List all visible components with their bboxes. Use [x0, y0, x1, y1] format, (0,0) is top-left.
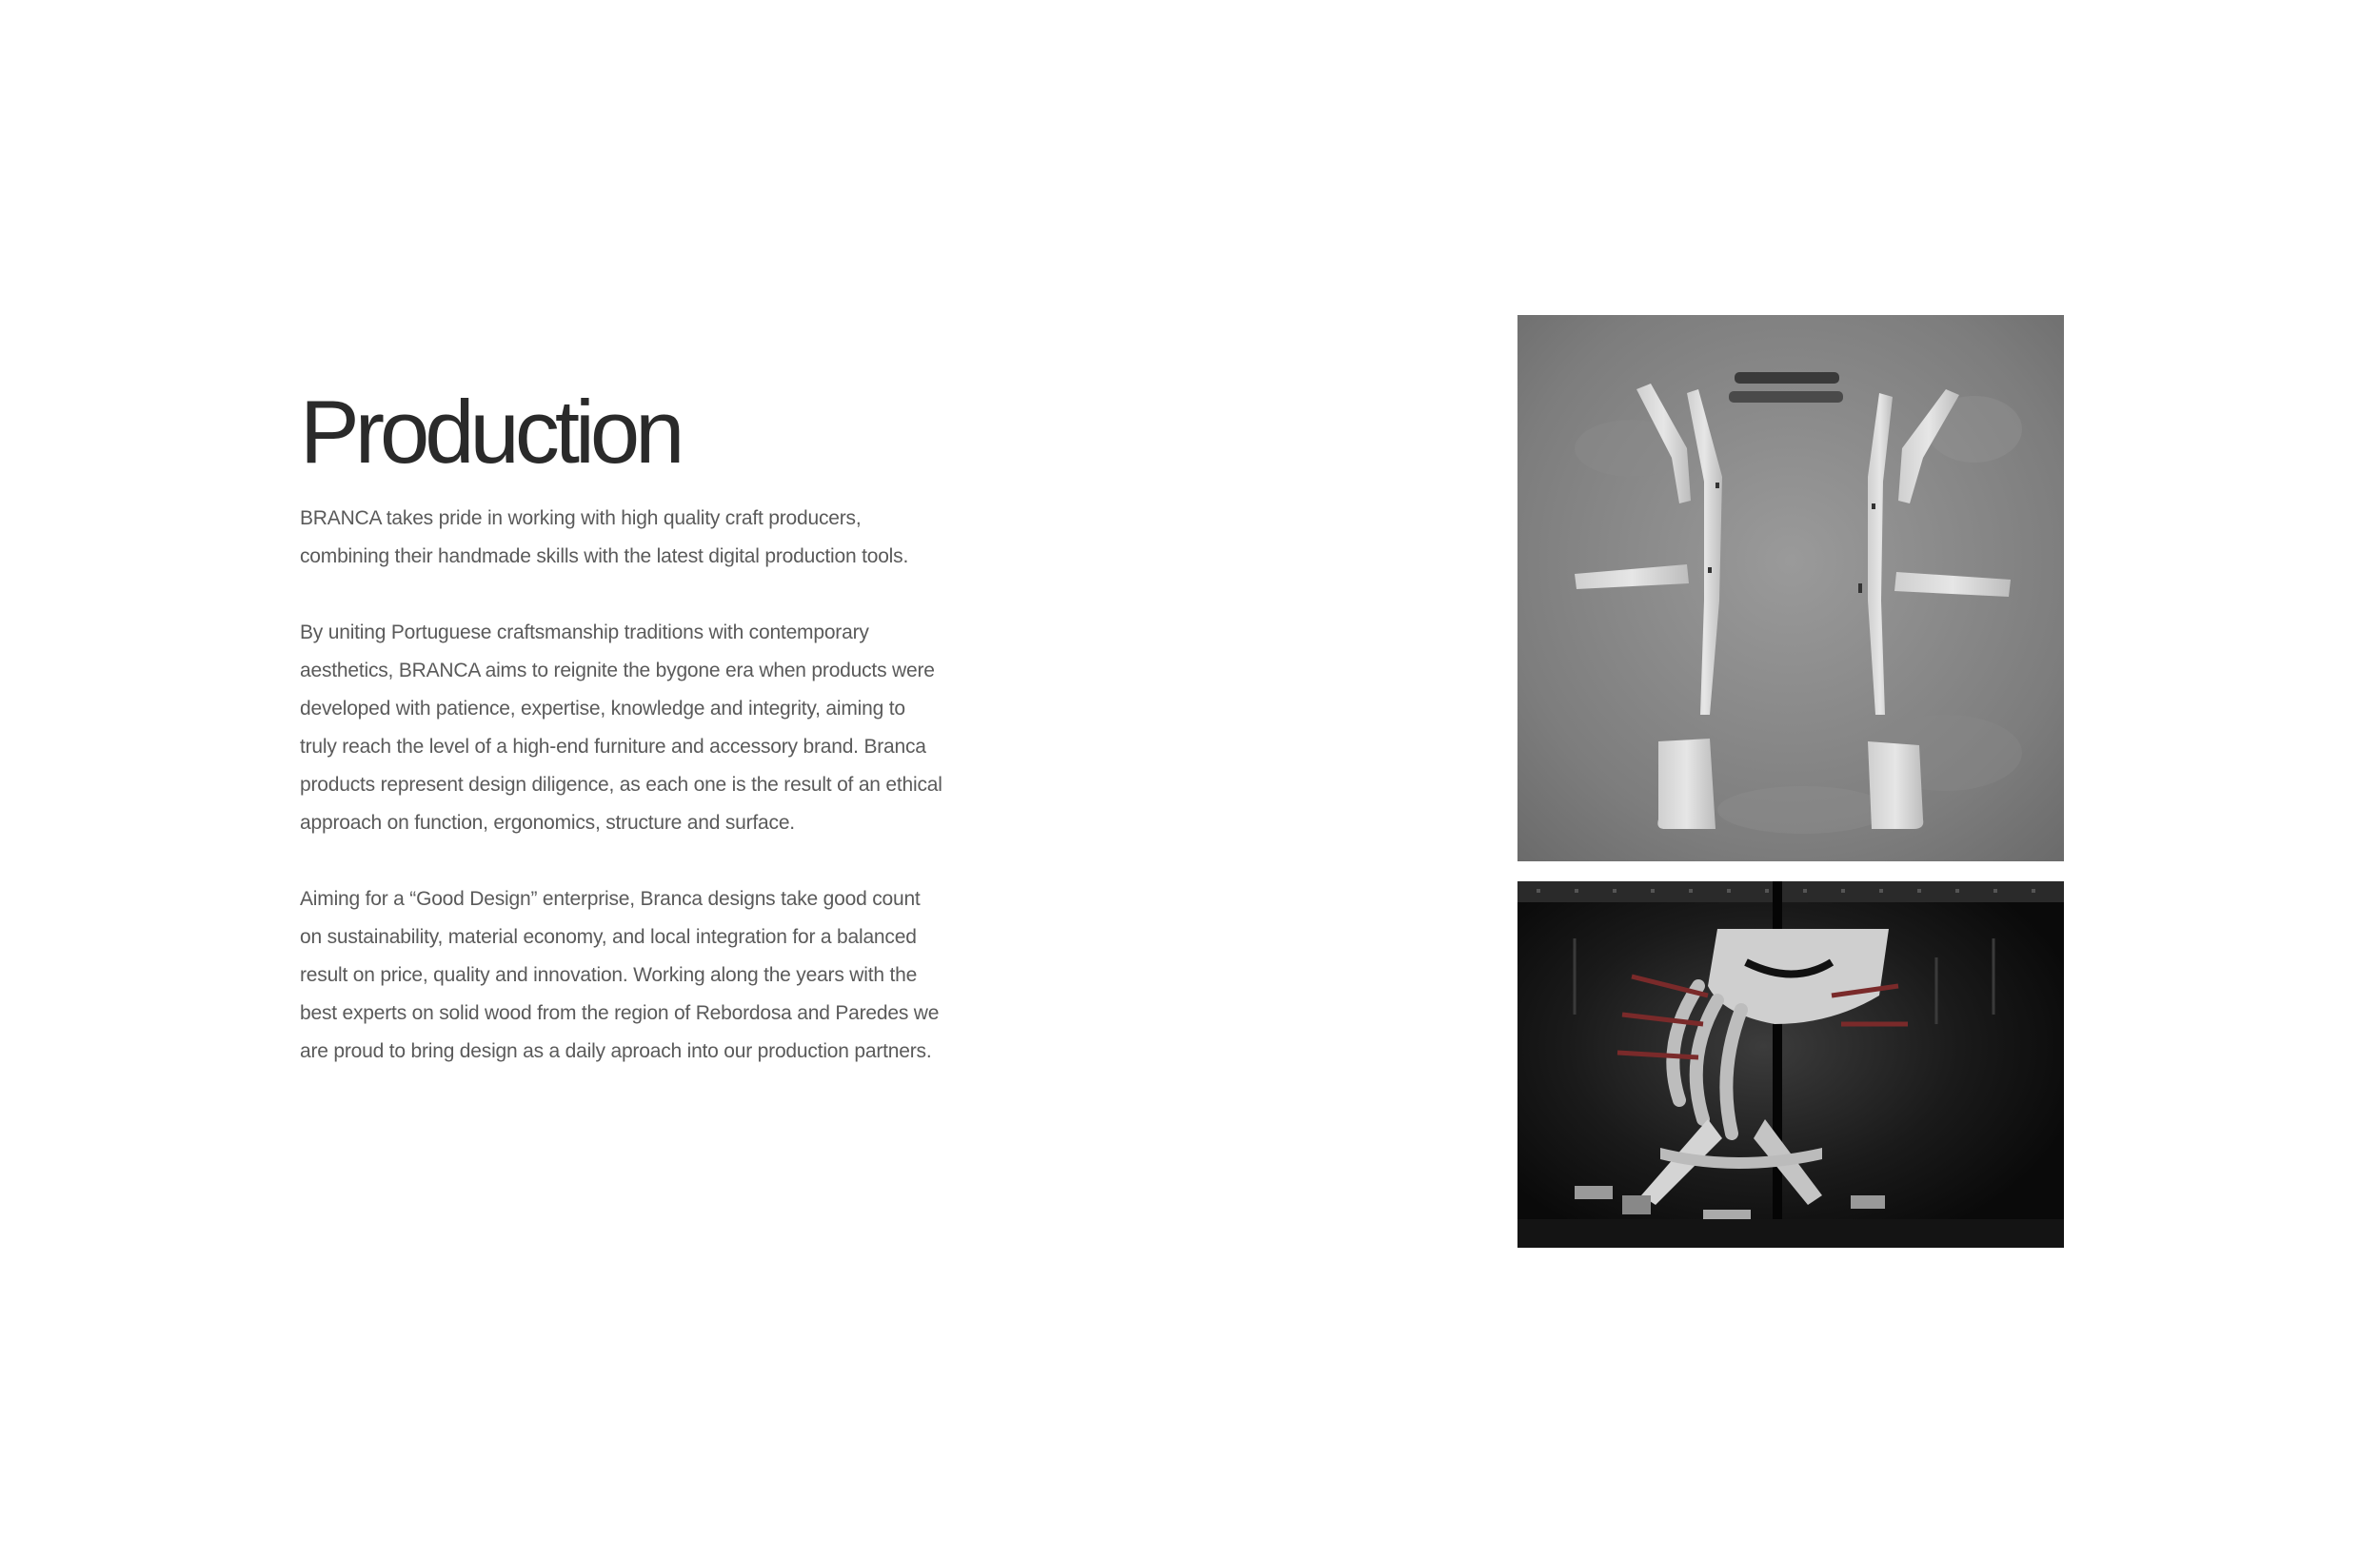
paragraph-craftsmanship: By uniting Portuguese craftsmanship traditions with contemporary aesthetics, BRANCA aims to reignite the bygone era when products were developed with patience, expertise, knowledge and integrity, aiming to truly reach the level of a high-end furniture and accessory brand. Branca products represent design diligence, as each one is the result of an ethical approach on function, ergonomics, structure and surface. [300, 621, 942, 834]
text-column [300, 376, 947, 1109]
photo-chair-parts [1517, 315, 2064, 861]
paragraph-intro: BRANCA takes pride in working with high quality craft producers, combining their handmade skills with the latest digital production tools. [300, 507, 909, 567]
page-title: Production [300, 382, 681, 482]
photo-workshop-assembly [1517, 881, 2064, 1248]
paragraph-good-design: Aiming for a “Good Design” enterprise, Branca designs take good count on sustainability, material economy, and local integration for a balanced result on price, quality and innovation. Working along the years with the best experts on solid wood from the region of Rebordosa and Paredes we are proud to bring design as a daily aproach into our production partners. [300, 888, 940, 1062]
